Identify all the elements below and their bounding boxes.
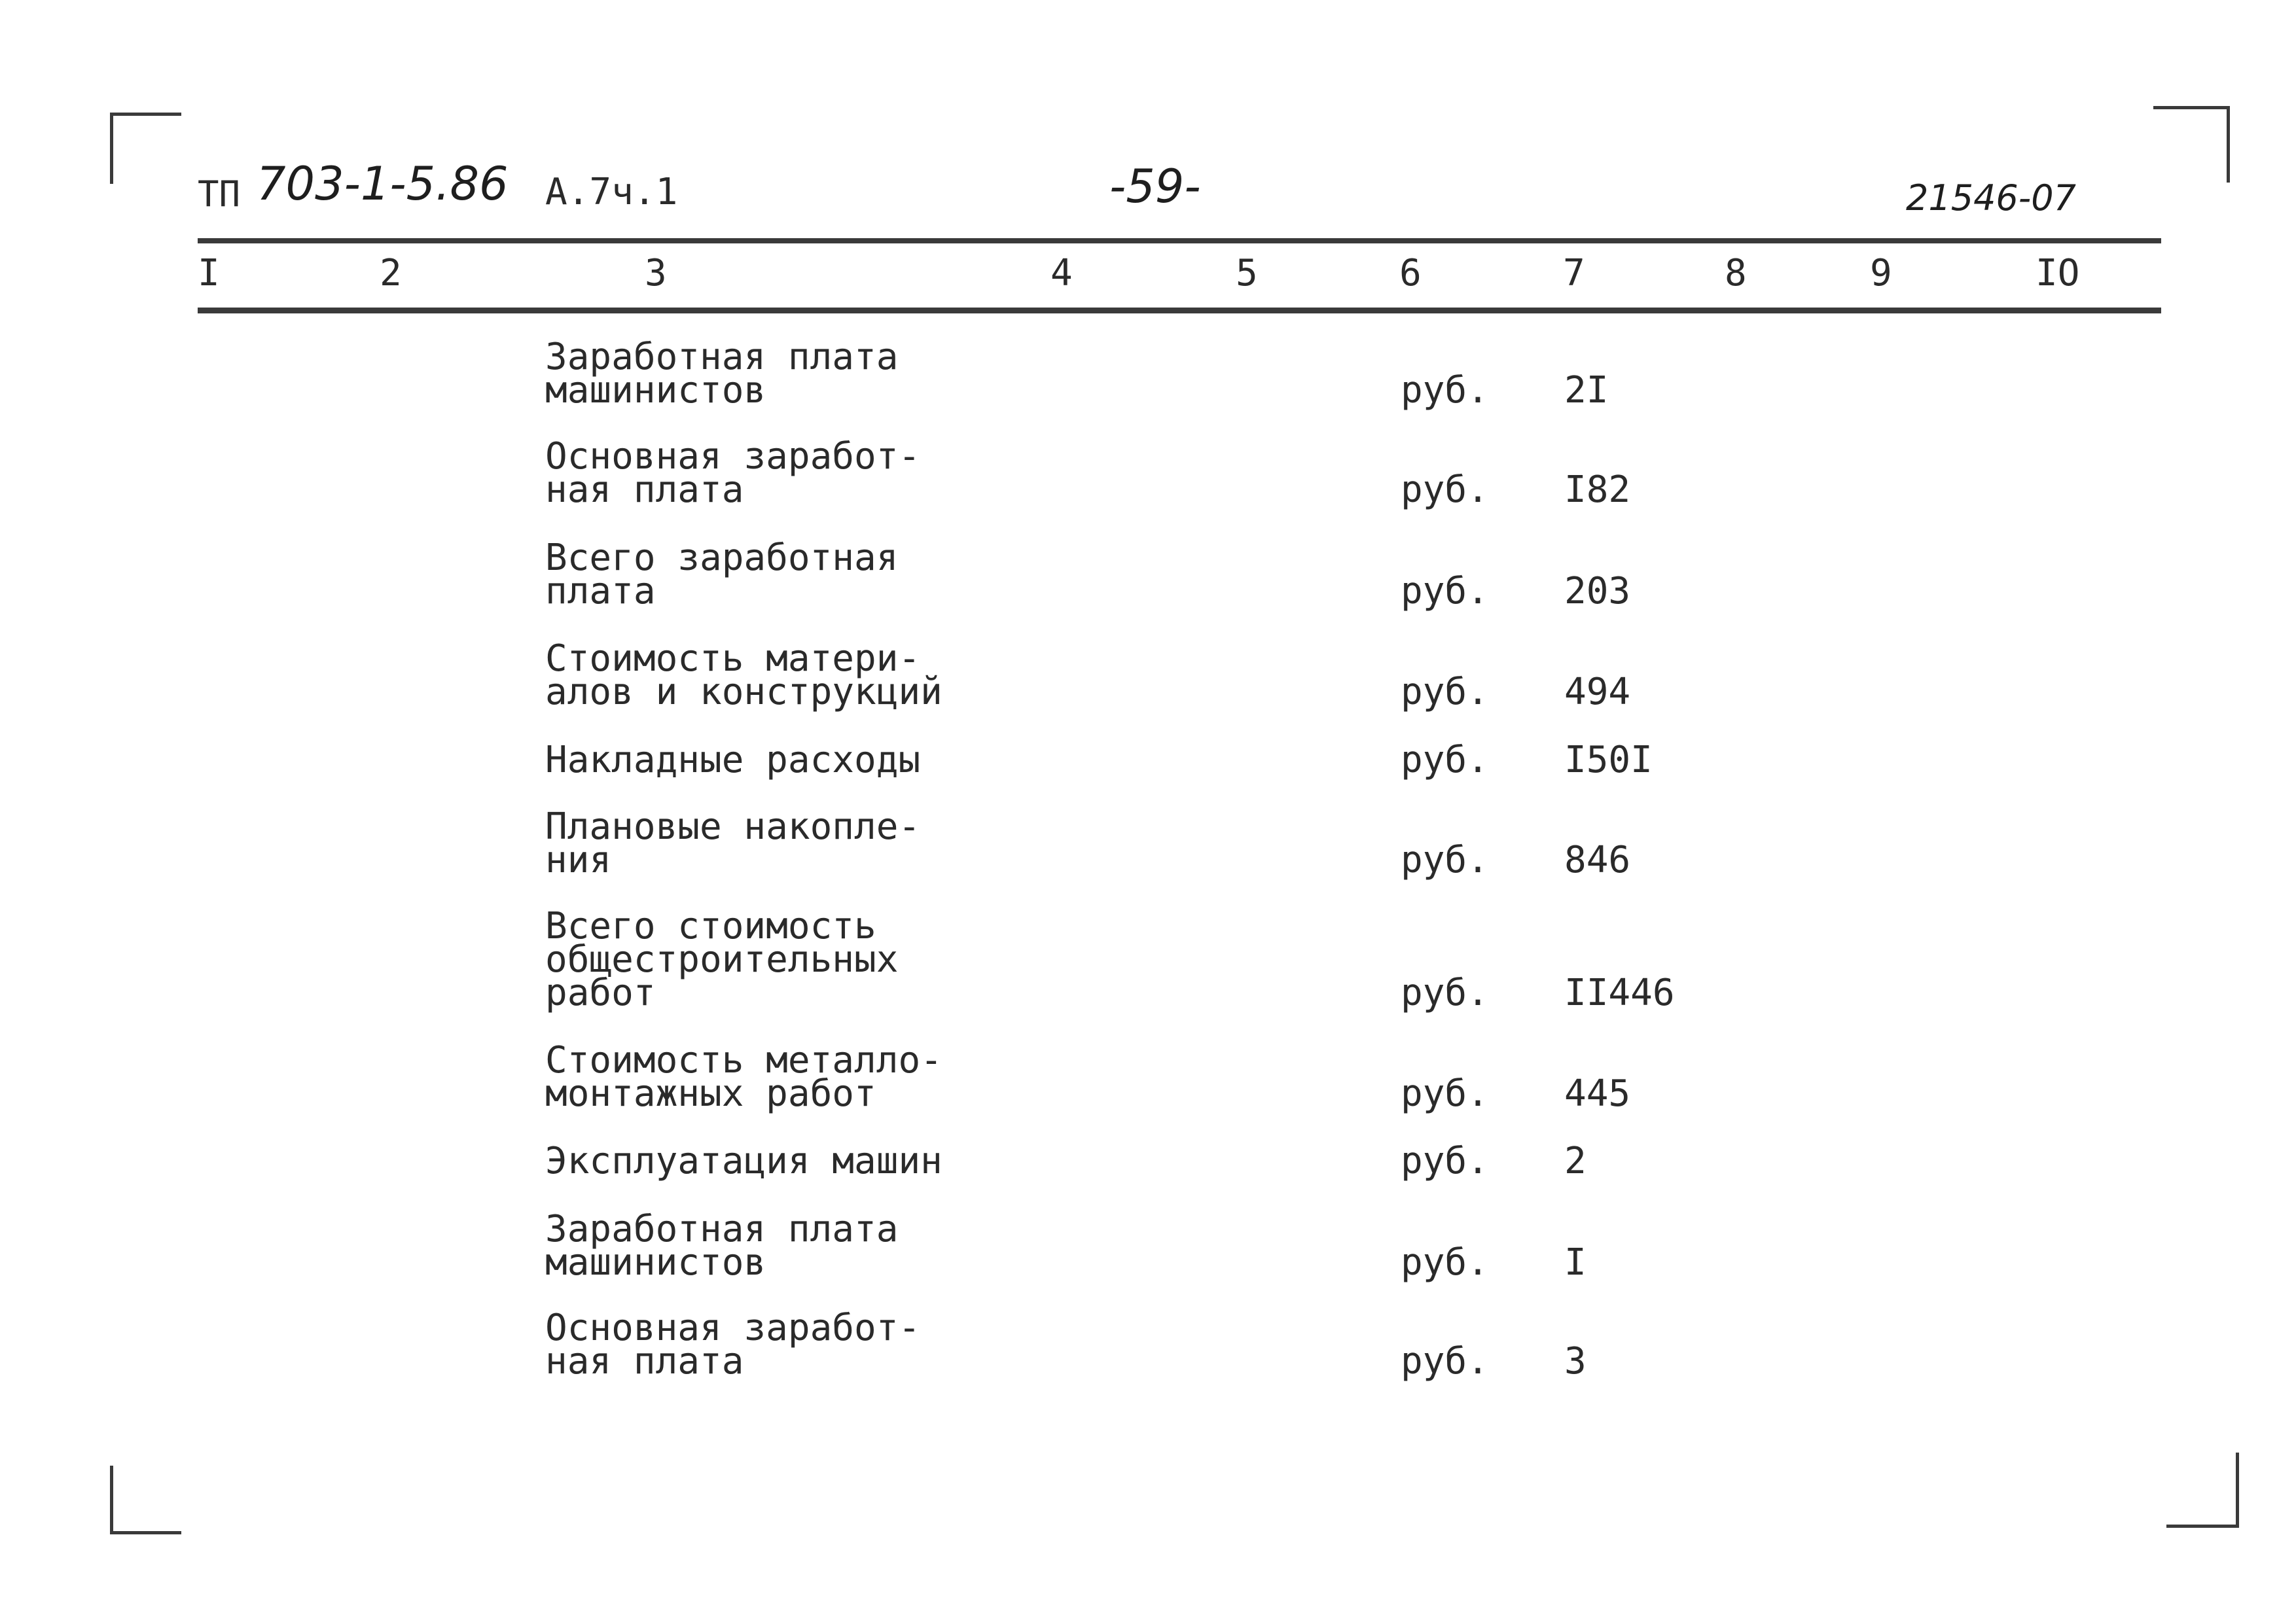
unit-cell: руб. [1401,570,1489,612]
value-cell: I82 [1564,468,1631,511]
item-description [545,905,899,1014]
description-line: Стоимость металло- [545,1039,942,1082]
value-cell: 2 [1564,1140,1587,1182]
page-number: -59- [1109,160,1201,213]
description-line: Заработная плата [545,1208,899,1250]
corner-mark-top-left [110,113,181,184]
unit-cell: руб. [1401,1340,1489,1383]
unit-cell: руб. [1401,369,1489,412]
document-code: 21546-07 [1906,177,2076,219]
description-line: монтажных работ [545,1072,876,1115]
item-description [545,537,899,612]
value-cell: 445 [1564,1072,1631,1115]
unit-cell: руб. [1401,468,1489,511]
description-line: Основная заработ- [545,435,921,478]
value-cell: 846 [1564,839,1631,881]
unit-cell: руб. [1401,1241,1489,1284]
value-cell: I [1564,1241,1587,1284]
column-number: IO [2036,252,2080,294]
value-cell: 203 [1564,570,1631,612]
item-description [545,739,921,781]
column-number: 7 [1563,252,1585,294]
item-description [545,1140,942,1182]
value-cell: 3 [1564,1340,1587,1383]
header-top-rule [198,238,2161,243]
description-line: Накладные расходы [545,739,921,781]
item-description [545,1307,921,1383]
description-line: ная плата [545,468,744,511]
column-number: 4 [1050,252,1073,294]
value-cell: II446 [1564,972,1675,1014]
item-description [545,336,899,412]
unit-cell: руб. [1401,839,1489,881]
description-line: ния [545,839,612,881]
column-number: 8 [1725,252,1747,294]
item-description [545,1039,942,1115]
corner-mark-bottom-right [2166,1453,2239,1528]
unit-cell: руб. [1401,972,1489,1014]
description-line: машинистов [545,1241,766,1284]
description-line: алов и конструкций [545,671,942,713]
header-bottom-rule [198,308,2161,313]
item-description [545,1208,899,1284]
item-description [545,805,921,881]
description-line: Плановые накопле- [545,805,921,848]
value-cell: I50I [1564,739,1653,781]
column-number: 2 [380,252,402,294]
description-line: ная плата [545,1340,744,1383]
column-number: 3 [645,252,667,294]
column-number: 5 [1236,252,1258,294]
column-number: 6 [1399,252,1422,294]
item-description [545,435,921,511]
column-number: 9 [1870,252,1892,294]
series-number: 703-1-5.86 [257,157,509,211]
item-description [545,637,942,713]
series-prefix: ТП [198,173,241,215]
description-line: Стоимость матери- [545,637,921,680]
description-line: плата [545,570,656,612]
sheet-label: А.7ч.1 [545,171,678,213]
description-line: общестроительных [545,938,899,981]
unit-cell: руб. [1401,1072,1489,1115]
description-line: Заработная плата [545,336,899,378]
value-cell: 494 [1564,671,1631,713]
unit-cell: руб. [1401,739,1489,781]
description-line: машинистов [545,369,766,412]
corner-mark-top-right [2153,106,2230,183]
corner-mark-bottom-left [110,1466,181,1534]
description-line: Всего заработная [545,537,899,579]
description-line: Эксплуатация машин [545,1140,942,1182]
description-line: Основная заработ- [545,1307,921,1349]
value-cell: 2I [1564,369,1609,412]
column-number: I [198,252,220,294]
description-line: работ [545,972,656,1014]
description-line: Всего стоимость [545,905,876,947]
unit-cell: руб. [1401,671,1489,713]
unit-cell: руб. [1401,1140,1489,1182]
